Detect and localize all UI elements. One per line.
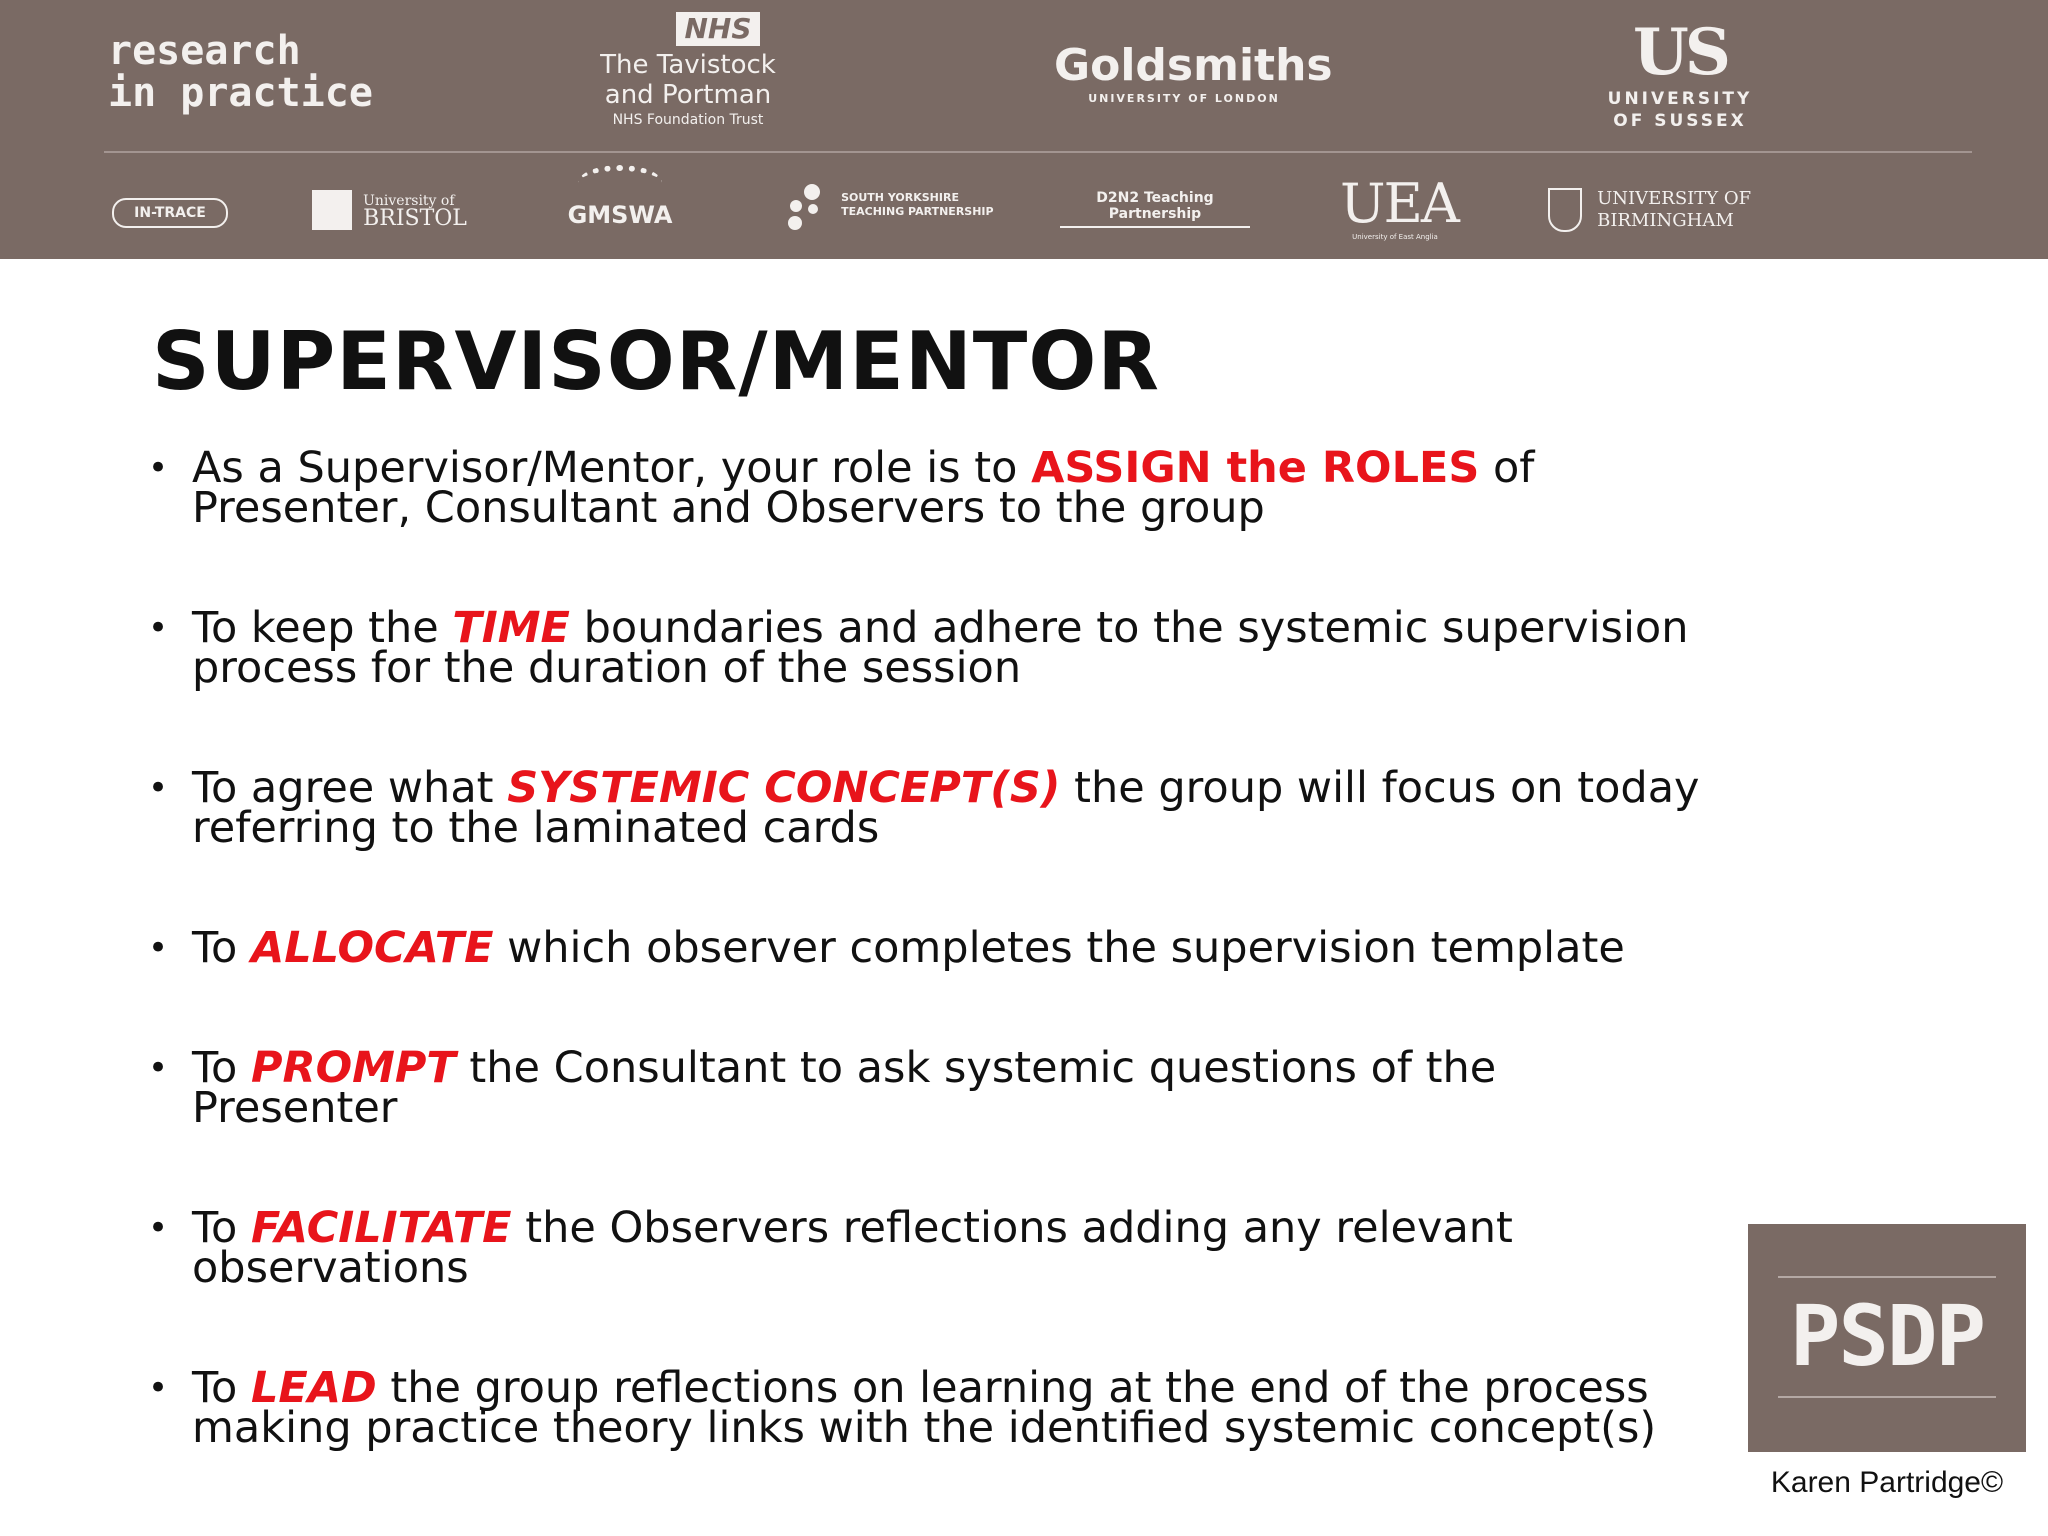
tavistock-portman-logo: NHS The Tavistock and Portman NHS Foundation Trust xyxy=(600,12,776,128)
university-of-birmingham-logo: UNIVERSITY OF BIRMINGHAM xyxy=(1548,188,1751,232)
bullet-prompt: • To PROMPT the Consultant to ask systemic questions of the Presenter xyxy=(148,1048,1708,1128)
highlight-facilitate: FACILITATE xyxy=(250,1203,512,1253)
banner-divider xyxy=(104,151,1972,153)
highlight-allocate: ALLOCATE xyxy=(250,923,494,973)
dots-icon xyxy=(788,180,828,230)
gmswa-logo: GMSWA xyxy=(560,165,680,229)
bullet-assign-roles: • As a Supervisor/Mentor, your role is to ASSIGN the ROLES of Presenter, Consultant and Observers to the group xyxy=(148,448,1708,528)
birmingham-crest-icon xyxy=(1548,188,1582,232)
highlight-lead: LEAD xyxy=(250,1363,377,1413)
bullet-systemic-concepts: • To agree what SYSTEMIC CONCEPT(S) the group will focus on today referring to the laminated cards xyxy=(148,768,1708,848)
bullet-time: • To keep the TIME boundaries and adhere to the systemic supervision process for the duration of the session xyxy=(148,608,1708,688)
nhs-badge: NHS xyxy=(676,12,759,46)
in-trace-logo: IN-TRACE xyxy=(112,198,228,228)
psdp-logo: PSDP xyxy=(1748,1224,2026,1452)
author-credit: Karen Partridge© xyxy=(1770,1466,2004,1499)
highlight-time: TIME xyxy=(452,603,570,653)
bullet-facilitate: • To FACILITATE the Observers reflections adding any relevant observations xyxy=(148,1208,1708,1288)
university-of-bristol-logo: University of BRISTOL xyxy=(312,190,467,230)
uea-logo: UEA University of East Anglia xyxy=(1340,172,1458,241)
bullet-lead: • To LEAD the group reflections on learning at the end of the process making practice theory links with the identified systemic concept(s) xyxy=(148,1368,1708,1448)
goldsmiths-logo: Goldsmiths UNIVERSITY OF LONDON xyxy=(1054,40,1333,105)
slide-title: SUPERVISOR/MENTOR xyxy=(152,315,1160,408)
research-in-practice-logo: research in practice xyxy=(108,28,373,116)
highlight-prompt: PROMPT xyxy=(250,1043,456,1093)
bristol-crest-icon xyxy=(312,190,352,230)
highlight-systemic-concepts: SYSTEMIC CONCEPT(S) xyxy=(507,763,1061,813)
partner-logo-banner xyxy=(0,0,2048,259)
d2n2-teaching-partnership-logo: D2N2 Teaching Partnership xyxy=(1060,190,1250,228)
university-of-sussex-logo: US UNIVERSITY OF SUSSEX xyxy=(1607,15,1753,131)
gmswa-arc-icon xyxy=(578,165,662,201)
role-bullet-list xyxy=(148,443,1708,1528)
south-yorkshire-teaching-partnership-logo: SOUTH YORKSHIRE TEACHING PARTNERSHIP xyxy=(788,180,994,230)
bullet-allocate: • To ALLOCATE which observer completes the supervision template xyxy=(148,928,1708,968)
highlight-assign-roles: ASSIGN the ROLES xyxy=(1031,443,1480,493)
